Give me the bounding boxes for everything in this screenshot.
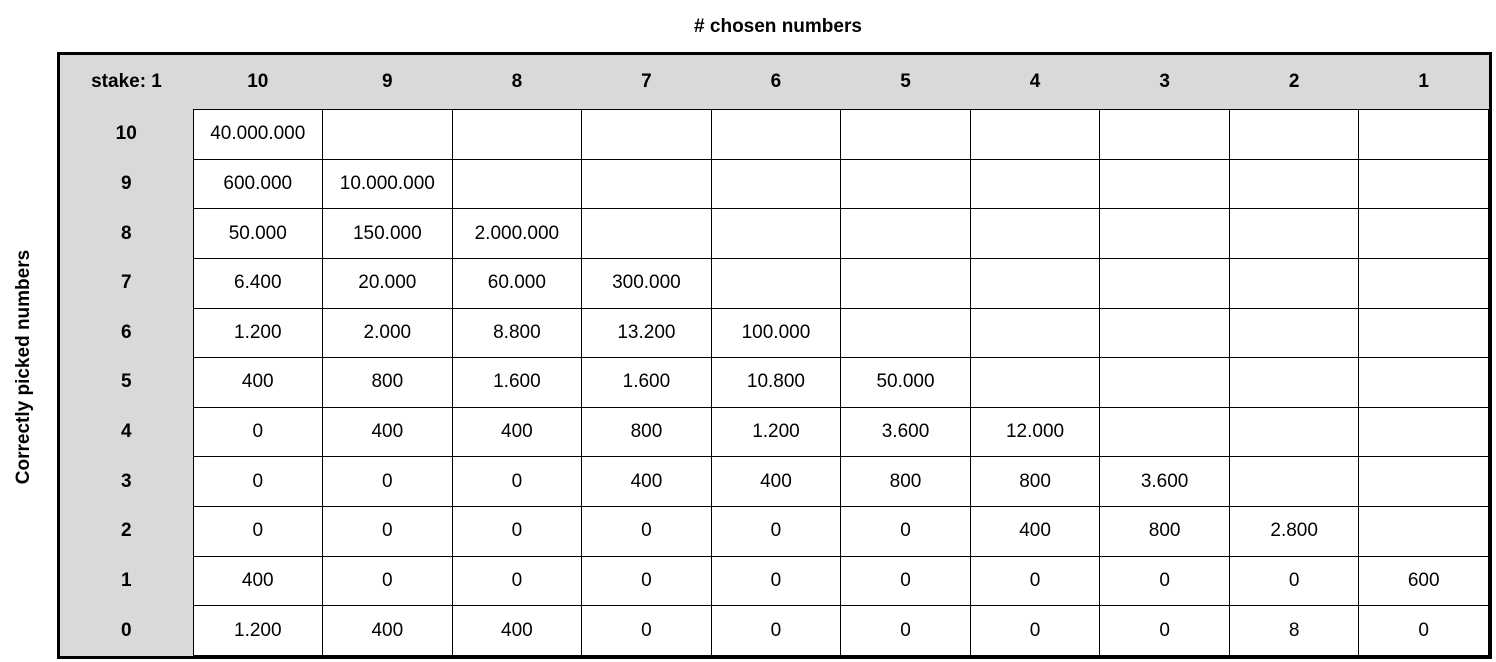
stake-label: stake: 1 — [60, 55, 193, 110]
payout-cell: 1.600 — [452, 358, 582, 408]
payout-cell — [711, 159, 841, 209]
payout-cell: 150.000 — [323, 209, 453, 259]
payout-cell — [323, 110, 453, 160]
payout-cell: 6.400 — [193, 258, 323, 308]
row-header: 3 — [60, 457, 193, 507]
payout-cell — [711, 258, 841, 308]
payout-cell: 800 — [841, 457, 971, 507]
payout-table — [60, 55, 1489, 656]
payout-cell: 10.000.000 — [323, 159, 453, 209]
payout-cell: 800 — [582, 407, 712, 457]
payout-cell: 40.000.000 — [193, 110, 323, 160]
payout-cell: 0 — [711, 606, 841, 656]
chosen-numbers-title: # chosen numbers — [694, 16, 862, 37]
correctly-picked-title: Correctly picked numbers — [13, 249, 34, 485]
payout-cell: 300.000 — [582, 258, 712, 308]
payout-cell — [582, 159, 712, 209]
row-header: 0 — [60, 606, 193, 656]
payout-cell — [841, 159, 971, 209]
payout-cell: 0 — [452, 457, 582, 507]
payout-cell: 3.600 — [1100, 457, 1230, 507]
payout-cell: 0 — [1100, 556, 1230, 606]
payout-cell: 400 — [193, 358, 323, 408]
row-header: 2 — [60, 507, 193, 557]
payout-cell — [1100, 308, 1230, 358]
row-header: 8 — [60, 209, 193, 259]
payout-cell: 1.200 — [193, 606, 323, 656]
column-header: 8 — [452, 55, 582, 110]
payout-cell — [1100, 159, 1230, 209]
column-header: 2 — [1229, 55, 1359, 110]
payout-cell: 0 — [193, 457, 323, 507]
payout-cell: 10.800 — [711, 358, 841, 408]
payout-cell — [711, 110, 841, 160]
table-row — [60, 209, 1489, 259]
column-header: 1 — [1359, 55, 1489, 110]
payout-cell — [1359, 258, 1489, 308]
payout-cell: 800 — [323, 358, 453, 408]
payout-cell — [1100, 110, 1230, 160]
payout-cell: 0 — [841, 556, 971, 606]
column-header: 4 — [970, 55, 1100, 110]
payout-cell — [582, 209, 712, 259]
payout-cell — [1229, 308, 1359, 358]
table-row — [60, 606, 1489, 656]
table-row — [60, 308, 1489, 358]
row-header: 7 — [60, 258, 193, 308]
table-row — [60, 457, 1489, 507]
table-row — [60, 407, 1489, 457]
payout-cell: 0 — [1229, 556, 1359, 606]
payout-cell — [1229, 457, 1359, 507]
header-row — [60, 55, 1489, 110]
payout-cell — [841, 209, 971, 259]
payout-cell: 600.000 — [193, 159, 323, 209]
payout-cell — [841, 110, 971, 160]
payout-cell — [1100, 258, 1230, 308]
table-row — [60, 110, 1489, 160]
column-header: 5 — [841, 55, 971, 110]
payout-cell: 0 — [323, 507, 453, 557]
payout-cell: 2.800 — [1229, 507, 1359, 557]
payout-cell — [1359, 358, 1489, 408]
payout-cell — [1359, 110, 1489, 160]
payout-cell — [1229, 358, 1359, 408]
row-header: 4 — [60, 407, 193, 457]
payout-cell: 12.000 — [970, 407, 1100, 457]
payout-cell: 0 — [323, 457, 453, 507]
payout-cell: 400 — [323, 407, 453, 457]
payout-cell: 800 — [970, 457, 1100, 507]
payout-cell: 0 — [582, 606, 712, 656]
table-row — [60, 507, 1489, 557]
payout-cell: 50.000 — [841, 358, 971, 408]
payout-cell: 1.200 — [193, 308, 323, 358]
table-row — [60, 159, 1489, 209]
payout-cell — [1229, 258, 1359, 308]
payout-cell: 0 — [323, 556, 453, 606]
table-row — [60, 258, 1489, 308]
payout-cell — [1229, 110, 1359, 160]
payout-cell — [1359, 209, 1489, 259]
payout-cell: 0 — [582, 556, 712, 606]
payout-cell — [970, 358, 1100, 408]
payout-cell: 600 — [1359, 556, 1489, 606]
payout-cell — [1359, 457, 1489, 507]
payout-cell: 400 — [452, 407, 582, 457]
payout-cell — [970, 159, 1100, 209]
payout-table-container — [57, 52, 1492, 659]
payout-cell — [1359, 159, 1489, 209]
payout-cell — [841, 308, 971, 358]
payout-cell — [1229, 159, 1359, 209]
payout-cell: 0 — [452, 507, 582, 557]
payout-cell — [1359, 507, 1489, 557]
payout-cell: 400 — [711, 457, 841, 507]
payout-cell — [970, 110, 1100, 160]
payout-cell: 13.200 — [582, 308, 712, 358]
payout-cell: 400 — [193, 556, 323, 606]
payout-cell — [1359, 407, 1489, 457]
payout-cell: 400 — [323, 606, 453, 656]
column-header: 10 — [193, 55, 323, 110]
payout-cell — [970, 209, 1100, 259]
payout-cell: 0 — [970, 606, 1100, 656]
payout-cell: 0 — [193, 507, 323, 557]
payout-cell: 2.000 — [323, 308, 453, 358]
payout-cell — [452, 110, 582, 160]
payout-cell: 100.000 — [711, 308, 841, 358]
payout-cell — [841, 258, 971, 308]
payout-cell — [1100, 358, 1230, 408]
row-header: 5 — [60, 358, 193, 408]
payout-cell: 1.200 — [711, 407, 841, 457]
payout-cell: 20.000 — [323, 258, 453, 308]
payout-cell — [1229, 209, 1359, 259]
payout-cell: 0 — [1100, 606, 1230, 656]
payout-cell: 0 — [970, 556, 1100, 606]
row-header: 10 — [60, 110, 193, 160]
payout-cell: 0 — [711, 556, 841, 606]
payout-cell: 400 — [452, 606, 582, 656]
payout-cell — [452, 159, 582, 209]
column-header: 9 — [323, 55, 453, 110]
column-header: 3 — [1100, 55, 1230, 110]
payout-cell — [711, 209, 841, 259]
payout-cell: 0 — [582, 507, 712, 557]
payout-cell: 8.800 — [452, 308, 582, 358]
payout-cell: 400 — [970, 507, 1100, 557]
row-header: 6 — [60, 308, 193, 358]
payout-cell: 50.000 — [193, 209, 323, 259]
payout-cell: 0 — [452, 556, 582, 606]
payout-cell — [1100, 407, 1230, 457]
payout-cell — [582, 110, 712, 160]
payout-cell: 0 — [711, 507, 841, 557]
column-header: 6 — [711, 55, 841, 110]
row-header: 9 — [60, 159, 193, 209]
table-row — [60, 358, 1489, 408]
payout-cell — [1100, 209, 1230, 259]
payout-cell: 2.000.000 — [452, 209, 582, 259]
payout-cell: 0 — [1359, 606, 1489, 656]
payout-cell: 0 — [841, 606, 971, 656]
payout-cell — [970, 308, 1100, 358]
payout-cell: 1.600 — [582, 358, 712, 408]
payout-cell — [970, 258, 1100, 308]
payout-cell — [1229, 407, 1359, 457]
column-header: 7 — [582, 55, 712, 110]
payout-cell: 0 — [841, 507, 971, 557]
payout-cell: 3.600 — [841, 407, 971, 457]
payout-cell — [1359, 308, 1489, 358]
payout-cell: 800 — [1100, 507, 1230, 557]
table-row — [60, 556, 1489, 606]
payout-cell: 60.000 — [452, 258, 582, 308]
payout-cell: 0 — [193, 407, 323, 457]
row-header: 1 — [60, 556, 193, 606]
payout-cell: 8 — [1229, 606, 1359, 656]
table-body — [60, 110, 1489, 656]
payout-cell: 400 — [582, 457, 712, 507]
